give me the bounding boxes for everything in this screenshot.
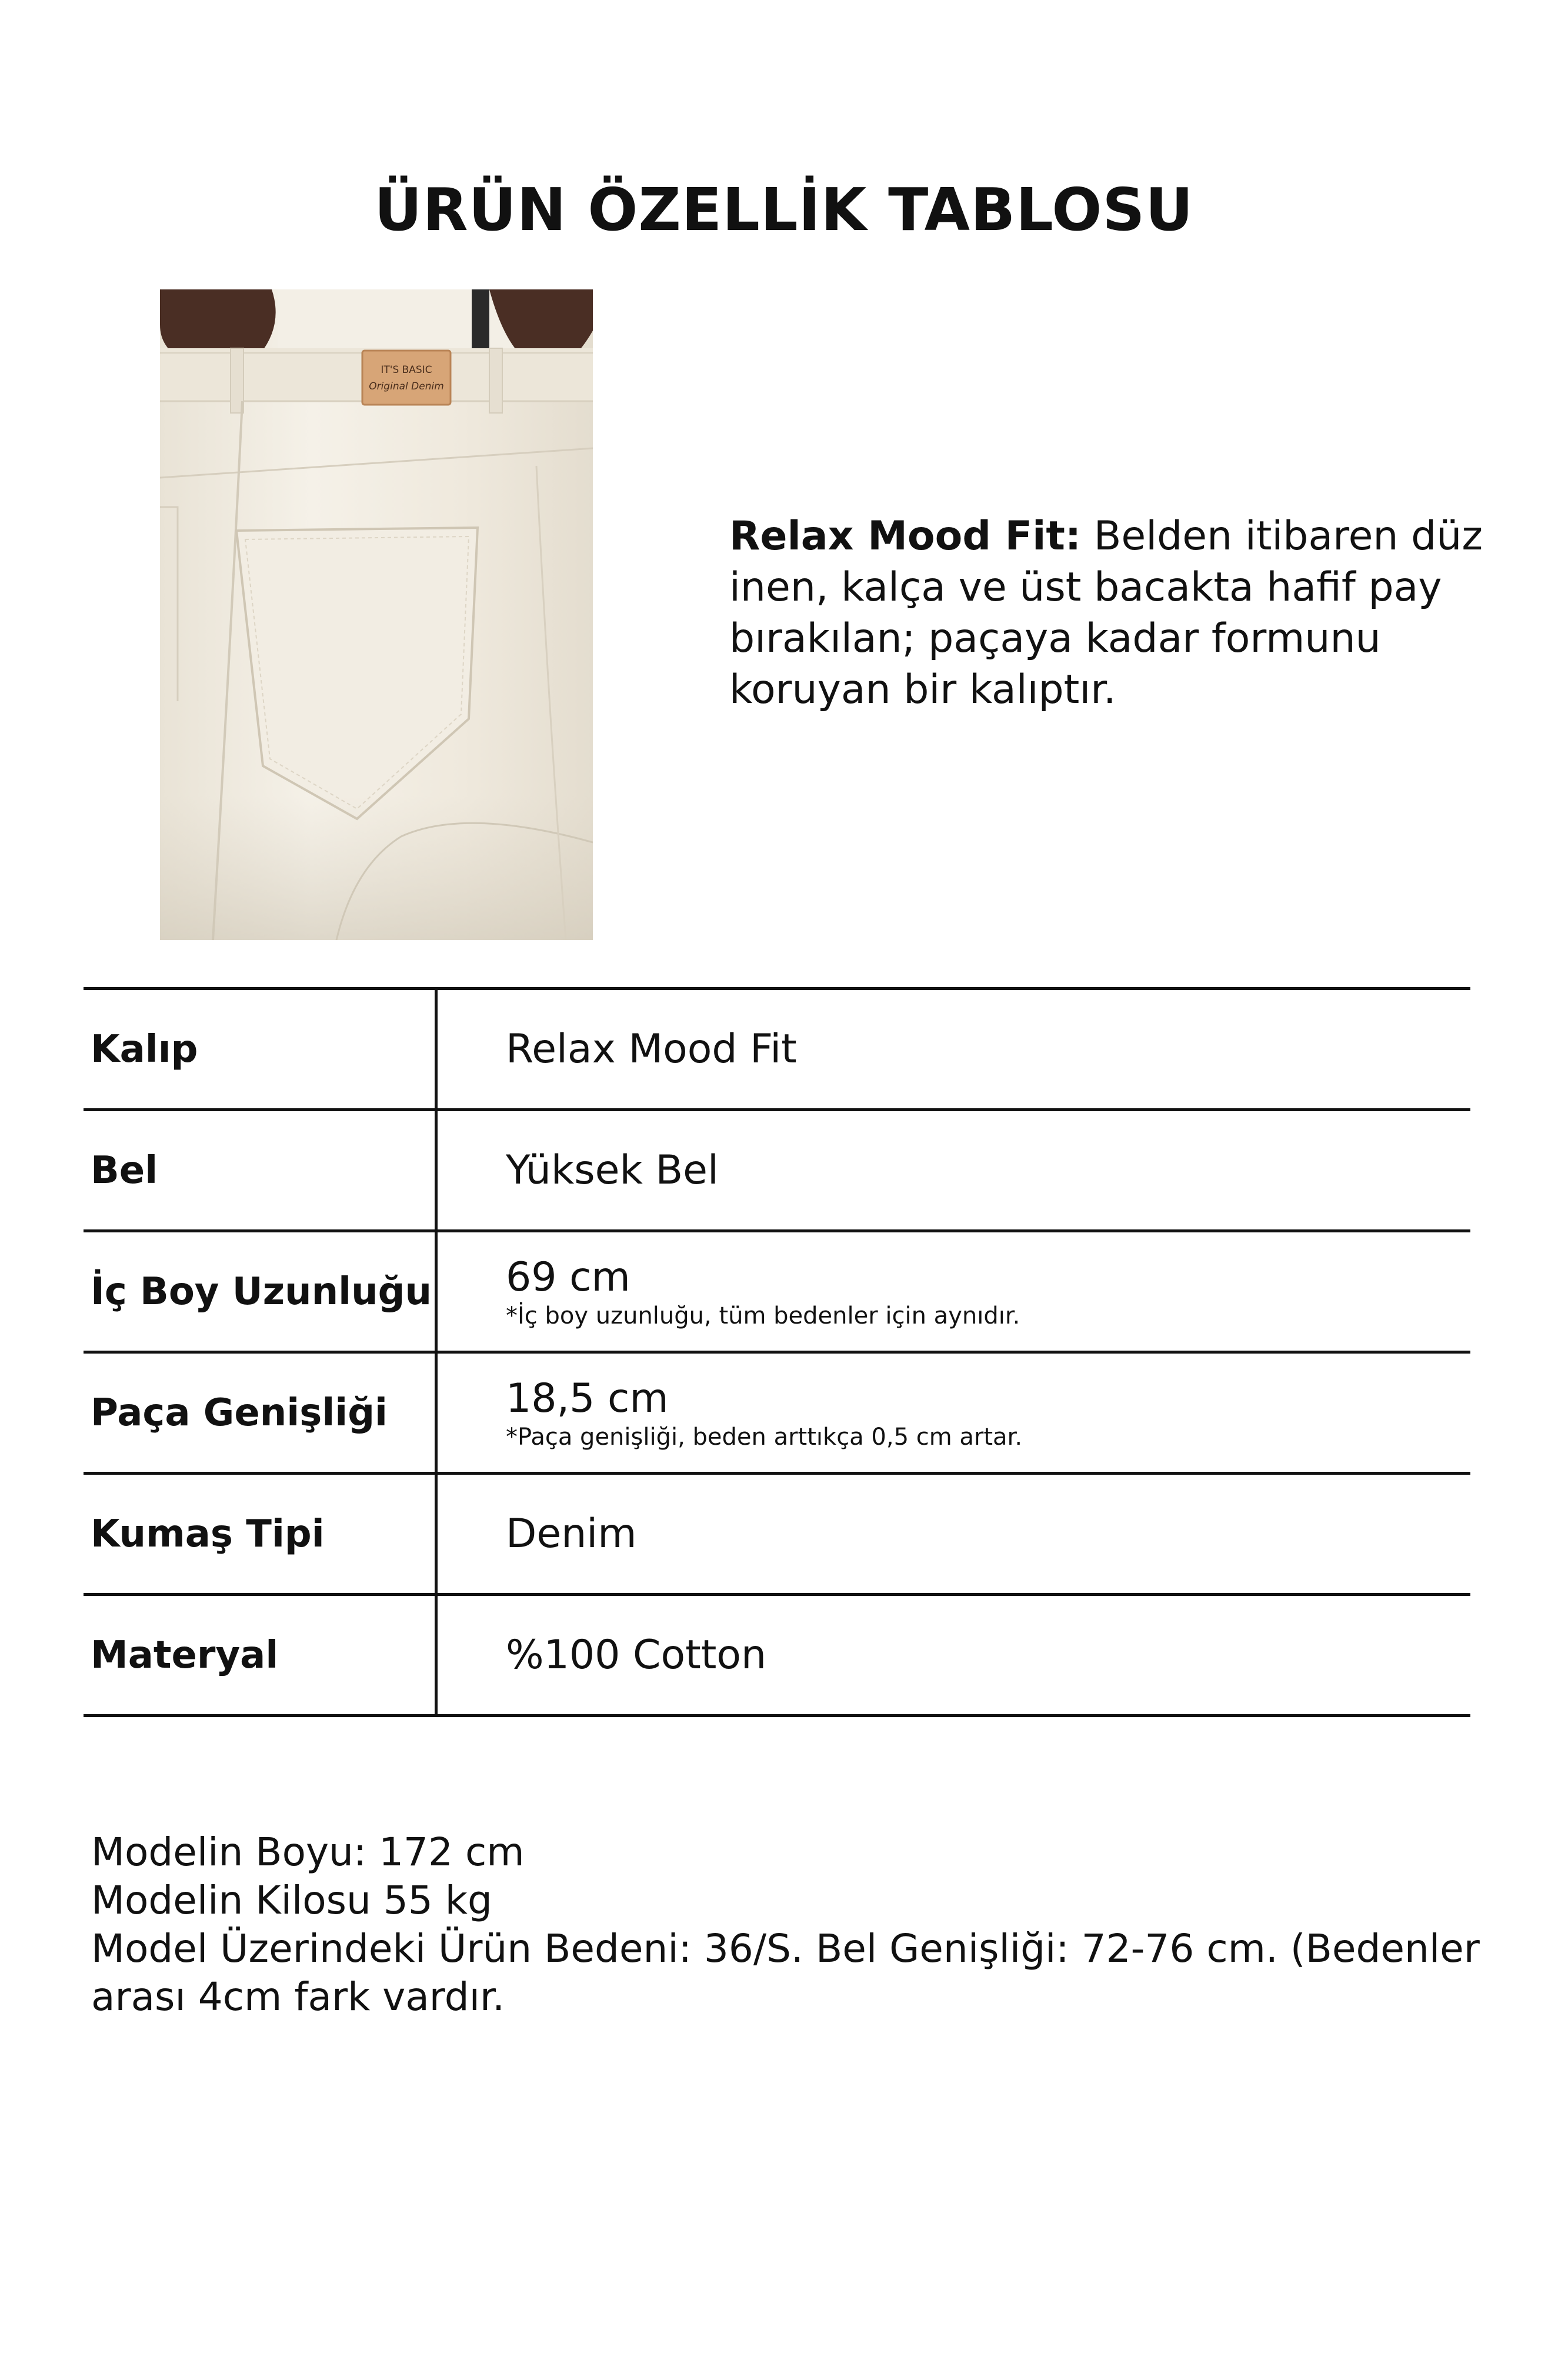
spec-row-materyal <box>84 1596 1470 1717</box>
spec-value: 18,5 cm <box>506 1375 669 1422</box>
spec-label: Materyal <box>91 1633 279 1677</box>
model-weight: Modelin Kilosu 55 kg <box>91 1878 492 1923</box>
spec-table <box>84 987 1470 1717</box>
label-brand: IT'S BASIC <box>381 364 432 376</box>
spec-row-kalip <box>84 990 1470 1111</box>
label-sub: Original Denim <box>369 381 444 392</box>
spec-value-cell <box>506 1475 636 1593</box>
spec-value: %100 Cotton <box>506 1631 767 1678</box>
fit-description <box>729 511 1494 715</box>
spec-label: İç Boy Uzunluğu <box>91 1269 432 1314</box>
spec-value-cell <box>506 1354 1022 1472</box>
spec-value: Denim <box>506 1510 637 1557</box>
model-height: Modelin Boyu: 172 cm <box>91 1829 525 1875</box>
spec-row-kumas <box>84 1475 1470 1596</box>
spec-value-cell <box>506 1232 1020 1351</box>
product-photo <box>160 289 593 940</box>
spec-row-ic-boy <box>84 1232 1470 1354</box>
model-size: Model Üzerindeki Ürün Bedeni: 36/S. Bel Genişliği: 72-76 cm. (Bedenler arası 4cm fark vardır. <box>91 1926 1480 2019</box>
jeans-back-illustration <box>160 289 593 940</box>
spec-value-cell <box>506 1596 766 1714</box>
spec-value: Relax Mood Fit <box>506 1025 797 1072</box>
spec-note: *İç boy uzunluğu, tüm bedenler için aynıdır. <box>506 1302 1020 1329</box>
page-title: ÜRÜN ÖZELLİK TABLOSU <box>374 175 1194 244</box>
spec-row-bel <box>84 1111 1470 1232</box>
spec-label: Kalıp <box>91 1027 198 1071</box>
spec-label: Bel <box>91 1148 158 1192</box>
spec-value-cell <box>506 1111 719 1229</box>
model-info <box>91 1828 1491 2021</box>
fit-description-lead: Relax Mood Fit: <box>729 513 1082 559</box>
fit-description-text: Belden itibaren düz inen, kalça ve üst bacakta hafif pay bırakılan; paçaya kadar formunu koruyan bir kalıptır. <box>729 513 1483 713</box>
spec-value: Yüksek Bel <box>506 1146 719 1194</box>
spec-value-cell <box>506 990 797 1108</box>
spec-row-paca <box>84 1354 1470 1475</box>
spec-label: Kumaş Tipi <box>91 1512 325 1556</box>
spec-value: 69 cm <box>506 1254 630 1301</box>
spec-note: *Paça genişliği, beden arttıkça 0,5 cm artar. <box>506 1423 1023 1451</box>
spec-label: Paça Genişliği <box>91 1391 388 1435</box>
